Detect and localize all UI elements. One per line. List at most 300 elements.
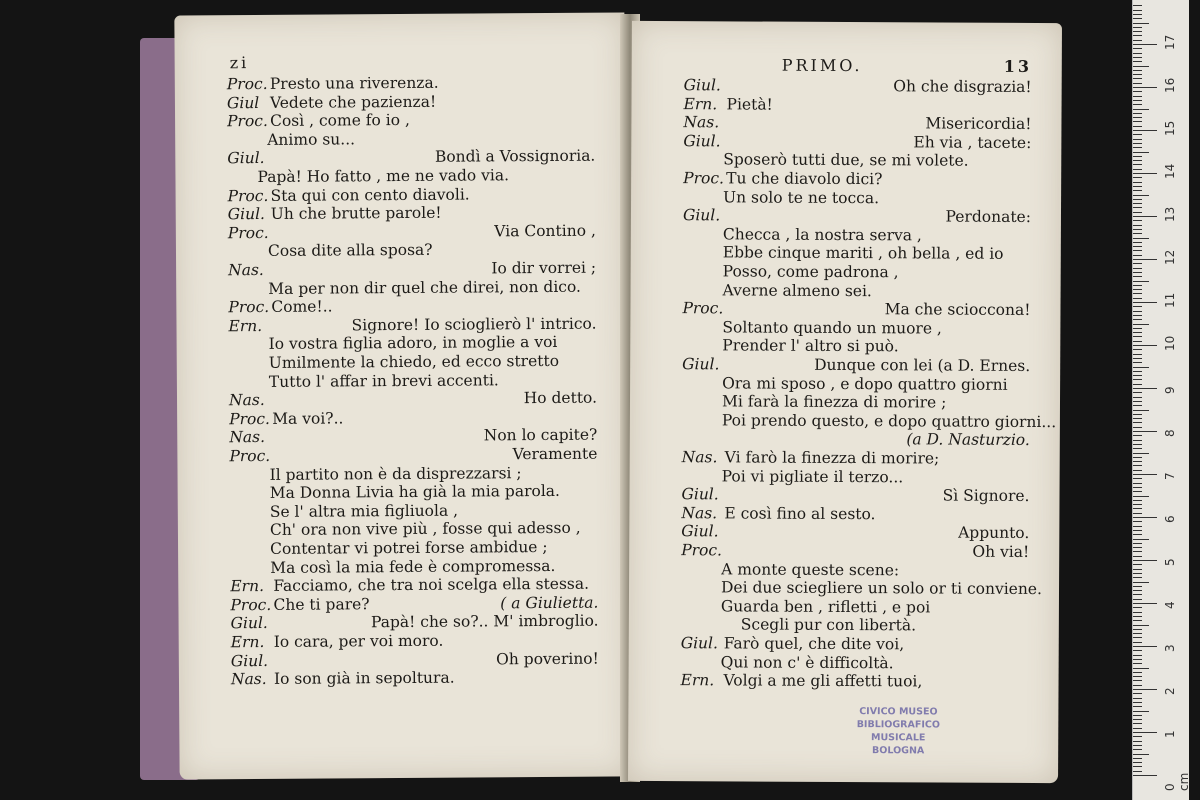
left-page-number: zi bbox=[229, 53, 250, 73]
ruler-tick bbox=[1133, 306, 1142, 307]
ruler-tick bbox=[1133, 83, 1142, 84]
ruler-tick bbox=[1133, 547, 1142, 548]
measuring-ruler bbox=[1132, 0, 1189, 800]
ruler-tick bbox=[1133, 745, 1142, 746]
ruler-tick bbox=[1133, 332, 1142, 333]
ruler-tick bbox=[1133, 238, 1149, 239]
ruler-tick bbox=[1133, 276, 1142, 277]
ruler-tick bbox=[1133, 577, 1142, 578]
ruler-tick bbox=[1133, 496, 1149, 497]
ruler-tick bbox=[1133, 44, 1157, 45]
ruler-tick bbox=[1133, 349, 1142, 350]
ruler-tick bbox=[1133, 465, 1142, 466]
verse-line: Farò quel, che dite voi, bbox=[723, 634, 905, 654]
verse-line: Dei due sciegliere un solo or ti conviene. bbox=[720, 578, 1042, 599]
verse-line: Se l' altra mia figliuola , bbox=[269, 501, 459, 521]
ruler-tick bbox=[1133, 736, 1142, 737]
ruler-tick bbox=[1133, 749, 1142, 750]
ruler-tick bbox=[1133, 229, 1142, 230]
verse-line: Che ti pare? bbox=[273, 595, 370, 614]
ruler-tick bbox=[1133, 534, 1142, 535]
ruler-tick bbox=[1133, 435, 1142, 436]
ruler-tick bbox=[1133, 397, 1142, 398]
verse-line: Ch' ora non vive più , fosse qui adesso , bbox=[269, 519, 581, 540]
stamp-line-1: CIVICO MUSEO bbox=[859, 706, 938, 718]
verse-line-right: Veramente bbox=[512, 444, 598, 464]
speaker-name: Proc. bbox=[682, 299, 724, 318]
ruler-tick bbox=[1133, 40, 1142, 41]
verse-line: Umilmente la chiedo, ed ecco stretto bbox=[268, 351, 560, 372]
verse-line: Poi vi pigliate il terzo... bbox=[721, 466, 904, 486]
ruler-tick bbox=[1133, 504, 1142, 505]
verse-line: E così fino al sesto. bbox=[724, 504, 876, 523]
ruler-tick bbox=[1133, 10, 1142, 11]
ruler-tick bbox=[1133, 448, 1142, 449]
speaker-name: Ern. bbox=[683, 94, 718, 113]
verse-line-right: Oh che disgrazia! bbox=[893, 77, 1032, 96]
ruler-tick bbox=[1133, 169, 1142, 170]
ruler-tick bbox=[1133, 470, 1142, 471]
speaker-name: Giul. bbox=[681, 522, 719, 541]
ruler-tick bbox=[1133, 629, 1142, 630]
speaker-name: Proc. bbox=[229, 446, 271, 466]
ruler-tick bbox=[1133, 212, 1142, 213]
ruler-label: 16 bbox=[1163, 77, 1177, 93]
ruler-tick bbox=[1133, 371, 1142, 372]
verse-line: Vi farò la finezza di morire; bbox=[724, 448, 940, 468]
ruler-tick bbox=[1133, 354, 1142, 355]
ruler-tick bbox=[1133, 453, 1149, 454]
ruler-tick bbox=[1133, 422, 1142, 423]
ruler-tick bbox=[1133, 478, 1142, 479]
verse-line-right: Eh via , tacete: bbox=[913, 133, 1032, 152]
speaker-name: Proc. bbox=[683, 169, 724, 188]
ruler-tick bbox=[1133, 358, 1142, 359]
speaker-name: Nas. bbox=[683, 113, 720, 132]
ruler-tick bbox=[1133, 130, 1157, 131]
ruler-tick bbox=[1133, 341, 1142, 342]
ruler-tick bbox=[1133, 444, 1142, 445]
verse-line: Poi prendo questo, e dopo quattro giorni... bbox=[721, 411, 1057, 431]
ruler-tick bbox=[1133, 483, 1142, 484]
verse-line-right: Sì Signore. bbox=[942, 486, 1030, 506]
ruler-tick bbox=[1133, 87, 1157, 88]
verse-line: Prender l' altro si può. bbox=[722, 336, 899, 356]
ruler-tick bbox=[1133, 706, 1142, 707]
ruler-tick bbox=[1133, 582, 1149, 583]
ruler-tick bbox=[1133, 663, 1142, 664]
ruler-label: 14 bbox=[1163, 163, 1177, 179]
ruler-tick bbox=[1133, 53, 1142, 54]
speaker-name: Giul bbox=[226, 93, 260, 112]
verse-line: Cosa dite alla sposa? bbox=[267, 241, 433, 261]
speaker-name: Giul. bbox=[683, 76, 721, 95]
verse-line: Contentar vi potrei forse ambidue ; bbox=[270, 537, 548, 558]
ruler-tick bbox=[1133, 362, 1142, 363]
speaker-name: Giul. bbox=[230, 651, 269, 670]
ruler-tick bbox=[1133, 328, 1142, 329]
verse-line: Io vostra figlia adoro, in moglie a voi bbox=[268, 333, 558, 354]
speaker-name: Ern. bbox=[680, 671, 715, 690]
ruler-tick bbox=[1133, 392, 1142, 393]
ruler-tick bbox=[1133, 242, 1142, 243]
ruler-tick bbox=[1133, 134, 1142, 135]
verse-line: Tu che diavolo dici? bbox=[726, 169, 883, 189]
verse-line: Ma voi?.. bbox=[272, 409, 344, 428]
ruler-tick bbox=[1133, 775, 1157, 776]
ruler-label: 7 bbox=[1163, 472, 1177, 480]
speaker-name: Proc. bbox=[228, 298, 270, 317]
ruler-tick bbox=[1133, 324, 1149, 325]
ruler-tick bbox=[1133, 18, 1142, 19]
verse-line-right: Misericordia! bbox=[925, 114, 1032, 134]
ruler-tick bbox=[1133, 642, 1142, 643]
ruler-tick bbox=[1133, 272, 1142, 273]
ruler-tick bbox=[1133, 298, 1142, 299]
ruler-tick bbox=[1133, 156, 1142, 157]
ruler-tick bbox=[1133, 48, 1142, 49]
speaker-name: Proc. bbox=[681, 541, 723, 560]
verse-line: Il partito non è da disprezzarsi ; bbox=[269, 463, 522, 484]
ruler-tick bbox=[1133, 427, 1142, 428]
ruler-tick bbox=[1133, 139, 1142, 140]
ruler-label: 13 bbox=[1163, 206, 1177, 222]
ruler-tick bbox=[1133, 379, 1142, 380]
verse-line-right: Signore! Io scioglierò l' intrico. bbox=[351, 314, 597, 335]
speaker-name: Proc. bbox=[229, 409, 270, 429]
verse-line: Uh che brutte parole! bbox=[270, 203, 442, 224]
stamp-line-3: BOLOGNA bbox=[872, 745, 925, 757]
ruler-tick bbox=[1133, 487, 1142, 488]
ruler-tick bbox=[1133, 113, 1142, 114]
ruler-tick bbox=[1133, 5, 1142, 6]
verse-line-right: Ho detto. bbox=[523, 388, 598, 408]
ruler-tick bbox=[1133, 573, 1142, 574]
ruler-tick bbox=[1133, 388, 1157, 389]
speaker-name: Ern. bbox=[230, 577, 265, 596]
ruler-tick bbox=[1133, 543, 1142, 544]
speaker-name: Nas. bbox=[228, 260, 264, 280]
ruler-tick bbox=[1133, 508, 1142, 509]
speaker-name: Giul. bbox=[680, 634, 719, 653]
verse-line: Un solo te ne tocca. bbox=[723, 187, 880, 207]
ruler-tick bbox=[1133, 182, 1142, 183]
verse-line-right: Ma che scioccona! bbox=[884, 300, 1031, 320]
ruler-tick bbox=[1133, 655, 1142, 656]
ruler-tick bbox=[1133, 599, 1142, 600]
ruler-label: 3 bbox=[1163, 644, 1177, 652]
ruler-tick bbox=[1133, 177, 1142, 178]
speaker-name: Proc. bbox=[226, 74, 268, 94]
ruler-tick bbox=[1133, 220, 1142, 221]
speaker-name: Giul. bbox=[227, 205, 266, 224]
verse-line-right: Appunto. bbox=[958, 523, 1030, 543]
ruler-label: 12 bbox=[1163, 249, 1177, 265]
verse-line: Guarda ben , rifletti , e poi bbox=[720, 597, 931, 617]
verse-line: Ebbe cinque mariti , oh bella , ed io bbox=[722, 243, 1004, 264]
ruler-tick bbox=[1133, 203, 1142, 204]
ruler-tick bbox=[1133, 431, 1157, 432]
ruler-tick bbox=[1133, 474, 1157, 475]
ruler-tick bbox=[1133, 646, 1157, 647]
verse-line: Vedete che pazienza! bbox=[269, 92, 437, 112]
ruler-tick bbox=[1133, 61, 1142, 62]
ruler-tick bbox=[1133, 758, 1142, 759]
library-stamp bbox=[828, 705, 968, 758]
verse-line-right: Oh poverino! bbox=[496, 649, 599, 668]
speaker-name: Giul. bbox=[681, 485, 719, 504]
ruler-tick bbox=[1133, 281, 1149, 282]
ruler-tick bbox=[1133, 551, 1142, 552]
verse-line: Mi farà la finezza di morire ; bbox=[721, 392, 947, 412]
verse-line: Io cara, per voi moro. bbox=[273, 631, 444, 651]
ruler-tick bbox=[1133, 143, 1142, 144]
verse-line: Volgi a me gli affetti tuoi, bbox=[723, 671, 923, 691]
ruler-tick bbox=[1133, 164, 1142, 165]
speaker-name: Giul. bbox=[682, 355, 720, 374]
ruler-tick bbox=[1133, 526, 1142, 527]
left-page bbox=[174, 12, 629, 779]
ruler-tick bbox=[1133, 620, 1142, 621]
ruler-tick bbox=[1133, 711, 1149, 712]
ruler-tick bbox=[1133, 190, 1142, 191]
ruler-tick bbox=[1133, 410, 1149, 411]
speaker-name: Nas. bbox=[681, 503, 718, 523]
ruler-tick bbox=[1133, 207, 1142, 208]
ruler-tick bbox=[1133, 715, 1142, 716]
speaker-name: Giul. bbox=[230, 614, 268, 633]
ruler-tick bbox=[1133, 418, 1142, 419]
ruler-label: 17 bbox=[1163, 34, 1177, 50]
ruler-tick bbox=[1133, 91, 1142, 92]
ruler-tick bbox=[1133, 195, 1149, 196]
ruler-tick bbox=[1133, 117, 1142, 118]
ruler-tick bbox=[1133, 126, 1142, 127]
ruler-tick bbox=[1133, 668, 1149, 669]
ruler-tick bbox=[1133, 741, 1142, 742]
right-page-number: 13 bbox=[1003, 56, 1033, 76]
verse-line: Soltanto quando un muore , bbox=[722, 318, 942, 338]
verse-line: Pietà! bbox=[726, 94, 773, 114]
ruler-tick bbox=[1133, 590, 1142, 591]
ruler-label: 10 bbox=[1163, 335, 1177, 351]
speaker-name: Giul. bbox=[683, 131, 721, 151]
speaker-name: Proc. bbox=[227, 112, 268, 131]
verse-line: Sposerò tutti due, se mi volete. bbox=[723, 150, 969, 171]
ruler-tick bbox=[1133, 57, 1142, 58]
ruler-tick bbox=[1133, 513, 1142, 514]
ruler-tick bbox=[1133, 225, 1142, 226]
ruler-tick bbox=[1133, 500, 1142, 501]
ruler-tick bbox=[1133, 530, 1142, 531]
ruler-label: 0 cm bbox=[1163, 772, 1191, 791]
ruler-label: 4 bbox=[1163, 601, 1177, 609]
speaker-name: Ern. bbox=[230, 632, 265, 652]
verse-line: Io son già in sepoltura. bbox=[273, 668, 455, 689]
ruler-tick bbox=[1133, 375, 1142, 376]
ruler-tick bbox=[1133, 732, 1157, 733]
verse-line-right: Papà! che so?.. M' imbroglio. bbox=[370, 612, 599, 632]
speaker-name: Nas. bbox=[681, 448, 718, 467]
ruler-tick bbox=[1133, 698, 1142, 699]
ruler-tick bbox=[1133, 672, 1142, 673]
ruler-tick bbox=[1133, 461, 1142, 462]
ruler-label: 8 bbox=[1163, 429, 1177, 437]
verse-line-right: Via Contino , bbox=[494, 221, 596, 241]
verse-line: Come!.. bbox=[271, 297, 333, 317]
ruler-label: 15 bbox=[1163, 120, 1177, 136]
ruler-tick bbox=[1133, 762, 1142, 763]
ruler-tick bbox=[1133, 23, 1149, 24]
ruler-tick bbox=[1133, 556, 1142, 557]
verse-line: Presto una riverenza. bbox=[269, 73, 439, 93]
ruler-tick bbox=[1133, 186, 1142, 187]
verse-line: Posso, come padrona , bbox=[722, 262, 899, 282]
ruler-tick bbox=[1133, 702, 1142, 703]
left-page-text bbox=[174, 12, 624, 689]
verse-line: Ma così la mia fede è compromessa. bbox=[270, 556, 556, 577]
ruler-tick bbox=[1133, 66, 1149, 67]
speaker-name: Giul. bbox=[227, 149, 265, 168]
verse-line: Checca , la nostra serva , bbox=[722, 225, 922, 245]
verse-line: Ora mi sposo , e dopo quattro giorni bbox=[722, 373, 1008, 394]
speaker-name: Proc. bbox=[230, 595, 272, 614]
ruler-tick bbox=[1133, 121, 1142, 122]
ruler-tick bbox=[1133, 491, 1142, 492]
verse-line: Papà! Ho fatto , me ne vado via. bbox=[257, 166, 510, 187]
running-head: PRIMO. bbox=[781, 55, 863, 76]
verse-line: Così , come fo io , bbox=[270, 111, 410, 131]
ruler-tick bbox=[1133, 104, 1142, 105]
ruler-tick bbox=[1133, 96, 1142, 97]
stamp-line-2: BIBLIOGRAFICO MUSICALE bbox=[856, 719, 940, 744]
ruler-tick bbox=[1133, 74, 1142, 75]
verse-line: Qui non c' è difficoltà. bbox=[720, 652, 894, 672]
ruler-tick bbox=[1133, 650, 1142, 651]
ruler-tick bbox=[1133, 152, 1149, 153]
ruler-tick bbox=[1133, 384, 1142, 385]
ruler-tick bbox=[1133, 680, 1142, 681]
ruler-tick bbox=[1133, 517, 1157, 518]
ruler-tick bbox=[1133, 405, 1142, 406]
ruler-label: 11 bbox=[1163, 292, 1177, 308]
ruler-tick bbox=[1133, 539, 1149, 540]
ruler-tick bbox=[1133, 109, 1149, 110]
ruler-tick bbox=[1133, 255, 1142, 256]
ruler-tick bbox=[1133, 625, 1149, 626]
ruler-label: 9 bbox=[1163, 386, 1177, 394]
ruler-tick bbox=[1133, 233, 1142, 234]
ruler-tick bbox=[1133, 285, 1142, 286]
verse-line-right: Non lo capite? bbox=[483, 426, 598, 445]
ruler-tick bbox=[1133, 603, 1157, 604]
ruler-tick bbox=[1133, 367, 1149, 368]
ruler-tick bbox=[1133, 268, 1142, 269]
ruler-tick bbox=[1133, 293, 1142, 294]
ruler-tick bbox=[1133, 70, 1142, 71]
verse-line-right: Perdonate: bbox=[945, 207, 1032, 227]
ruler-tick bbox=[1133, 78, 1142, 79]
ruler-tick bbox=[1133, 289, 1142, 290]
ruler-tick bbox=[1133, 586, 1142, 587]
verse-line: Scegli pur con libertà. bbox=[740, 615, 917, 635]
right-page bbox=[628, 21, 1062, 783]
speaker-name: Giul. bbox=[682, 206, 721, 225]
ruler-tick bbox=[1133, 315, 1142, 316]
ruler-tick bbox=[1133, 637, 1142, 638]
verse-line: Animo su... bbox=[267, 130, 356, 149]
ruler-tick bbox=[1133, 100, 1142, 101]
ruler-tick bbox=[1133, 302, 1157, 303]
ruler-tick bbox=[1133, 250, 1142, 251]
verse-line: Ma Donna Livia ha già la mia parola. bbox=[269, 482, 560, 503]
ruler-tick bbox=[1133, 616, 1142, 617]
verse-line-right: Io dir vorrei ; bbox=[491, 258, 597, 278]
ruler-tick bbox=[1133, 319, 1142, 320]
ruler-tick bbox=[1133, 771, 1142, 772]
ruler-tick bbox=[1133, 173, 1157, 174]
ruler-tick bbox=[1133, 311, 1142, 312]
ruler-tick bbox=[1133, 414, 1142, 415]
ruler-tick bbox=[1133, 766, 1142, 767]
speaker-name: Proc. bbox=[227, 186, 269, 205]
verse-line-right: Oh via! bbox=[972, 542, 1030, 561]
ruler-tick bbox=[1133, 633, 1142, 634]
ruler-label: 2 bbox=[1163, 687, 1177, 695]
speaker-name: Proc. bbox=[227, 223, 269, 243]
ruler-tick bbox=[1133, 676, 1142, 677]
verse-line-right: Dunque con lei (a D. Ernes. bbox=[814, 355, 1031, 375]
ruler-tick bbox=[1133, 521, 1142, 522]
ruler-tick bbox=[1133, 35, 1142, 36]
ruler-tick bbox=[1133, 594, 1142, 595]
ruler-tick bbox=[1133, 659, 1142, 660]
ruler-tick bbox=[1133, 199, 1142, 200]
ruler-tick bbox=[1133, 401, 1142, 402]
ruler-tick bbox=[1133, 689, 1157, 690]
ruler-tick bbox=[1133, 754, 1149, 755]
ruler-tick bbox=[1133, 345, 1157, 346]
ruler-tick bbox=[1133, 560, 1157, 561]
verse-line-right: Bondì a Vossignoria. bbox=[434, 147, 596, 167]
verse-line: Facciamo, che tra noi scelga ella stessa. bbox=[273, 574, 590, 596]
ruler-tick bbox=[1133, 728, 1142, 729]
speaker-name: Nas. bbox=[228, 391, 265, 410]
ruler-tick bbox=[1133, 723, 1142, 724]
ruler-tick bbox=[1133, 31, 1142, 32]
ruler-tick bbox=[1133, 607, 1142, 608]
ruler-label: 6 bbox=[1163, 515, 1177, 523]
verse-line: Sta qui con cento diavoli. bbox=[270, 185, 470, 205]
ruler-tick bbox=[1133, 719, 1142, 720]
speaker-name: Ern. bbox=[228, 316, 263, 336]
ruler-label: 5 bbox=[1163, 558, 1177, 566]
verse-line: Ma per non dir quel che direi, non dico. bbox=[268, 277, 581, 298]
ruler-tick bbox=[1133, 147, 1142, 148]
verse-line: Tutto l' affar in brevi accenti. bbox=[268, 370, 499, 391]
ruler-tick bbox=[1133, 457, 1142, 458]
ruler-tick bbox=[1133, 14, 1142, 15]
verse-line: Averne almeno sei. bbox=[722, 280, 872, 300]
ruler-tick bbox=[1133, 216, 1157, 217]
ruler-tick bbox=[1133, 693, 1142, 694]
speaker-name: Nas. bbox=[229, 428, 266, 447]
ruler-tick bbox=[1133, 569, 1142, 570]
ruler-tick bbox=[1133, 27, 1142, 28]
ruler-tick bbox=[1133, 440, 1142, 441]
verse-line-right: ( a Giulietta. bbox=[500, 593, 599, 613]
ruler-tick bbox=[1133, 612, 1142, 613]
